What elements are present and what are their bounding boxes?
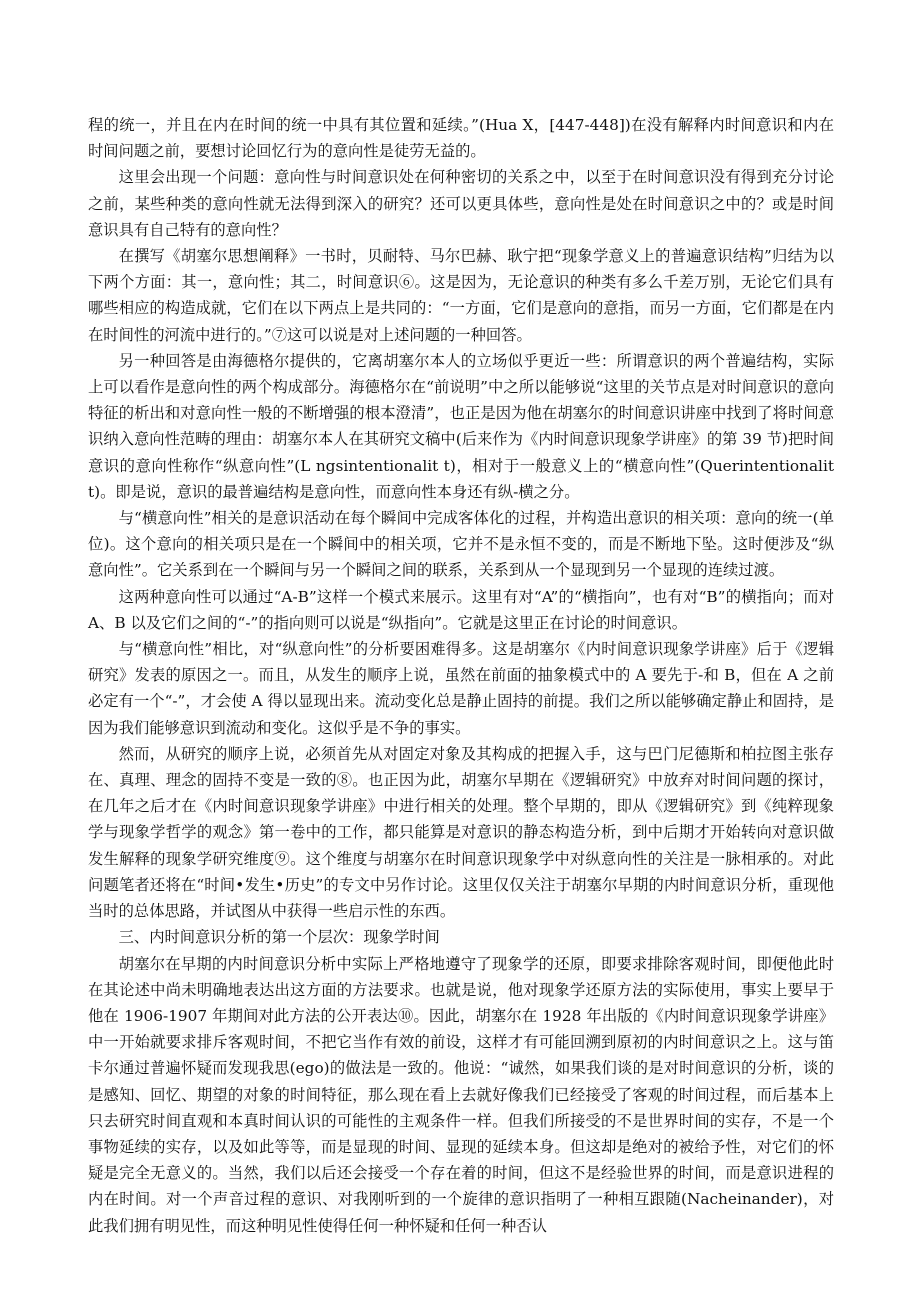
paragraph-continuation: 程的统一，并且在内在时间的统一中具有其位置和延续。”(Hua X，[447-448])在没有解释内时间意识和内在时间问题之前，要想讨论回忆行为的意向性是徒劳无益的。 [88,116,834,161]
paragraph-transverse-intentionality: 与“横意向性”相关的是意识活动在每个瞬间中完成客体化的过程，并构造出意识的相关项：意向的统一(单位)。这个意向的相关项只是在一个瞬间中的相关项，它并不是永恒不变的，而是不断地下坠。这时便涉及“纵意向性”。它关系到在一个瞬间与另一个瞬间之间的联系，关系到从一个显现到另一个显现的连续过渡。 [88,509,834,580]
section-heading: 三、内时间意识分析的第一个层次：现象学时间 [118,928,440,947]
paragraph-ab-model: 这两种意向性可以通过“A-B”这样一个模式来展示。这里有对“A”的“横指向”，也有对“B”的横指向；而对 A、B 以及它们之间的“-”的指向则可以说是“纵指向”。它就是这里正在讨论的时间意识。 [88,587,834,632]
paragraph-answer-two: 另一种回答是由海德格尔提供的，它离胡塞尔本人的立场似乎更近一些：所谓意识的两个普遍结构，实际上可以看作是意向性的两个构成部分。海德格尔在“前说明”中之所以能够说“这里的关节点是对时间意识的意向特征的析出和对意向性一般的不断增强的根本澄清”，也正是因为他在胡塞尔的时间意识讲座中找到了将时间意识纳入意向性范畴的理由：胡塞尔本人在其研究文稿中(后来作为《内时间意识现象学讲座》的第 39 节)把时间意识的意向性称作“纵意向性”(L ngsintentionalit t)，相对于一般意义上的“横意向性”(Querintentionalit t)。即是说，意识的最普遍结构是意向性，而意向性本身还有纵-横之分。 [88,351,834,501]
paragraph-question: 这里会出现一个问题：意向性与时间意识处在何种密切的关系之中，以至于在时间意识没有得到充分讨论之前，某些种类的意向性就无法得到深入的研究？还可以更具体些，意向性是处在时间意识之中的？或是时间意识具有自己特有的意向性？ [88,168,834,239]
paragraph-phenomenological-time: 胡塞尔在早期的内时间意识分析中实际上严格地遵守了现象学的还原，即要求排除客观时间，即便他此时在其论述中尚未明确地表达出这方面的方法要求。也就是说，他对现象学还原方法的实际使用，事实上要早于他在 1906-1907 年期间对此方法的公开表达⑩。因此，胡塞尔在 1928 年出版的《内时间意识现象学讲座》中一开始就要求排斥客观时间，不把它当作有效的前设，这样才有可能回溯到原初的内时间意识之上。这与笛卡尔通过普遍怀疑而发现我思(ego)的做法是一致的。他说：“诚然，如果我们谈的是对时间意识的分析，谈的是感知、回忆、期望的对象的时间特征，那么现在看上去就好像我们已经接受了客观的时间过程，而后基本上只去研究时间直观和本真时间认识的可能性的主观条件一样。但我们所接受的不是世界时间的实存，不是一个事物延续的实存，以及如此等等，而是显现的时间、显现的延续本身。但这却是绝对的被给予性，对它们的怀疑是完全无意义的。当然，我们以后还会接受一个存在着的时间，但这不是经验世界的时间，而是意识进程的内在时间。对一个声音过程的意识、对我刚听到的一个旋律的意识指明了一种相互跟随(Nacheinander)，对此我们拥有明见性，而这种明见性使得任何一种怀疑和任何一种否认 [88,954,834,1235]
paragraph-answer-one: 在撰写《胡塞尔思想阐释》一书时，贝耐特、马尔巴赫、耿宁把“现象学意义上的普遍意识结构”归结为以下两个方面：其一，意向性；其二，时间意识⑥。这是因为，无论意识的种类有多么千差万别，无论它们具有哪些相应的构造成就，它们在以下两点上是共同的：“一方面，它们是意向的意指，而另一方面，它们都是在内在时间性的河流中进行的。”⑦这可以说是对上述问题的一种回答。 [88,247,834,344]
paragraph-research-order: 然而，从研究的顺序上说，必须首先从对固定对象及其构成的把握入手，这与巴门尼德斯和柏拉图主张存在、真理、理念的固持不变是一致的⑧。也正因为此，胡塞尔早期在《逻辑研究》中放弃对时间问题的探讨，在几年之后才在《内时间意识现象学讲座》中进行相关的处理。整个早期的，即从《逻辑研究》到《纯粹现象学与现象学哲学的观念》第一卷中的工作，都只能算是对意识的静态构造分析，到中后期才开始转向对意识做发生解释的现象学研究维度⑨。这个维度与胡塞尔在时间意识现象学中对纵意向性的关注是一脉相承的。对此问题笔者还将在“时间•发生•历史”的专文中另作讨论。这里仅仅关注于胡塞尔早期的内时间意识分析，重现他当时的总体思路，并试图从中获得一些启示性的东西。 [88,744,834,921]
document-page [88,112,834,1239]
paragraph-comparison: 与“横意向性”相比，对“纵意向性”的分析要困难得多。这是胡塞尔《内时间意识现象学讲座》后于《逻辑研究》发表的原因之一。而且，从发生的顺序上说，虽然在前面的抽象模式中的 A 要先于-和 B，但在 A 之前必定有一个“-”，才会使 A 得以显现出来。流动变化总是静止固持的前提。我们之所以能够确定静止和固持，是因为我们能够意识到流动和变化。这似乎是不争的事实。 [88,640,834,737]
